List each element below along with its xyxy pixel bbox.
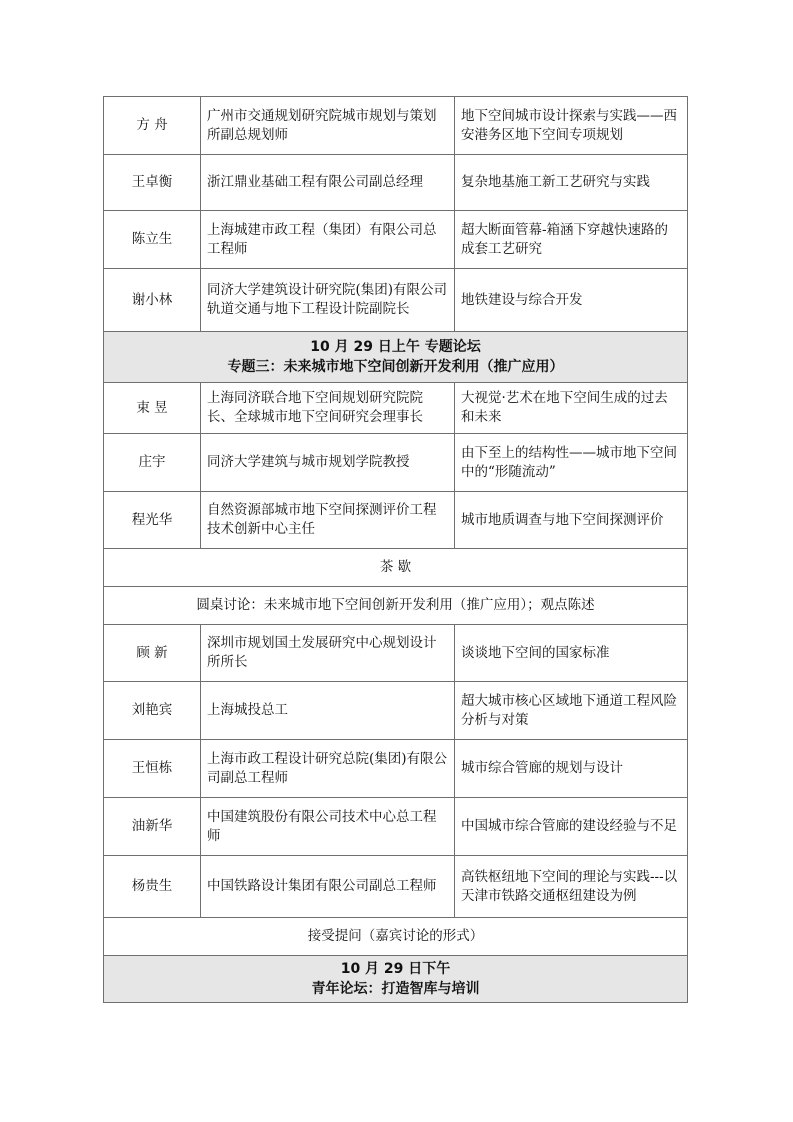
table-row xyxy=(104,434,688,492)
speaker-name: 谢小林 xyxy=(104,269,201,332)
table-row xyxy=(104,856,688,918)
talk-topic: 高铁枢纽地下空间的理论与实践---以天津市铁路交通枢纽建设为例 xyxy=(455,856,688,918)
speaker-name: 方 舟 xyxy=(104,97,201,155)
table-row xyxy=(104,798,688,856)
speaker-org: 上海市政工程设计研究总院(集团)有限公司副总工程师 xyxy=(201,740,455,798)
table-row xyxy=(104,97,688,155)
section-title: 专题三：未来城市地下空间创新开发利用（推广应用） xyxy=(227,359,564,375)
table-row xyxy=(104,740,688,798)
table-row xyxy=(104,625,688,682)
speaker-name: 程光华 xyxy=(104,492,201,549)
speaker-org: 浙江鼎业基础工程有限公司副总经理 xyxy=(201,155,455,211)
talk-topic: 中国城市综合管廊的建设经验与不足 xyxy=(455,798,688,856)
speaker-org: 同济大学建筑设计研究院(集团)有限公司轨道交通与地下工程设计院副院长 xyxy=(201,269,455,332)
talk-topic: 谈谈地下空间的国家标准 xyxy=(455,625,688,682)
table-row xyxy=(104,682,688,740)
talk-topic: 由下至上的结构性——城市地下空间中的“形随流动” xyxy=(455,434,688,492)
section-date: 10 月 29 日下午 xyxy=(340,961,451,977)
speaker-name: 顾 新 xyxy=(104,625,201,682)
table-row xyxy=(104,383,688,434)
speaker-name: 束 昱 xyxy=(104,383,201,434)
agenda-table xyxy=(103,96,688,1003)
talk-topic: 地铁建设与综合开发 xyxy=(455,269,688,332)
section-date: 10 月 29 日上午 专题论坛 xyxy=(310,339,481,355)
speaker-org: 上海城建市政工程（集团）有限公司总工程师 xyxy=(201,211,455,269)
speaker-org: 中国建筑股份有限公司技术中心总工程师 xyxy=(201,798,455,856)
table-row xyxy=(104,211,688,269)
talk-topic: 超大城市核心区域地下通道工程风险分析与对策 xyxy=(455,682,688,740)
table-row xyxy=(104,918,688,956)
speaker-org: 广州市交通规划研究院城市规划与策划所副总规划师 xyxy=(201,97,455,155)
talk-topic: 地下空间城市设计探索与实践——西安港务区地下空间专项规划 xyxy=(455,97,688,155)
table-row xyxy=(104,269,688,332)
table-row xyxy=(104,155,688,211)
speaker-org: 自然资源部城市地下空间探测评价工程技术创新中心主任 xyxy=(201,492,455,549)
talk-topic: 超大断面管幕-箱涵下穿越快速路的成套工艺研究 xyxy=(455,211,688,269)
speaker-org: 深圳市规划国土发展研究中心规划设计所所长 xyxy=(201,625,455,682)
speaker-name: 庄宇 xyxy=(104,434,201,492)
table-row xyxy=(104,549,688,587)
table-row xyxy=(104,587,688,625)
speaker-name: 王恒栋 xyxy=(104,740,201,798)
talk-topic: 复杂地基施工新工艺研究与实践 xyxy=(455,155,688,211)
speaker-name: 油新华 xyxy=(104,798,201,856)
speaker-name: 王卓衡 xyxy=(104,155,201,211)
speaker-org: 中国铁路设计集团有限公司副总工程师 xyxy=(201,856,455,918)
talk-topic: 城市地质调查与地下空间探测评价 xyxy=(455,492,688,549)
speaker-org: 上海城投总工 xyxy=(201,682,455,740)
speaker-org: 同济大学建筑与城市规划学院教授 xyxy=(201,434,455,492)
speaker-name: 刘艳宾 xyxy=(104,682,201,740)
section-header xyxy=(104,956,688,1003)
qa-label: 接受提问（嘉宾讨论的形式） xyxy=(104,918,688,956)
speaker-name: 杨贵生 xyxy=(104,856,201,918)
talk-topic: 城市综合管廊的规划与设计 xyxy=(455,740,688,798)
talk-topic: 大视觉·艺术在地下空间生成的过去和未来 xyxy=(455,383,688,434)
table-row xyxy=(104,492,688,549)
section-header xyxy=(104,332,688,383)
section-title: 青年论坛：打造智库与培训 xyxy=(311,981,480,997)
speaker-org: 上海同济联合地下空间规划研究院院长、全球城市地下空间研究会理事长 xyxy=(201,383,455,434)
roundtable-label: 圆桌讨论：未来城市地下空间创新开发利用（推广应用）；观点陈述 xyxy=(104,587,688,625)
speaker-name: 陈立生 xyxy=(104,211,201,269)
break-label: 茶 歇 xyxy=(104,549,688,587)
